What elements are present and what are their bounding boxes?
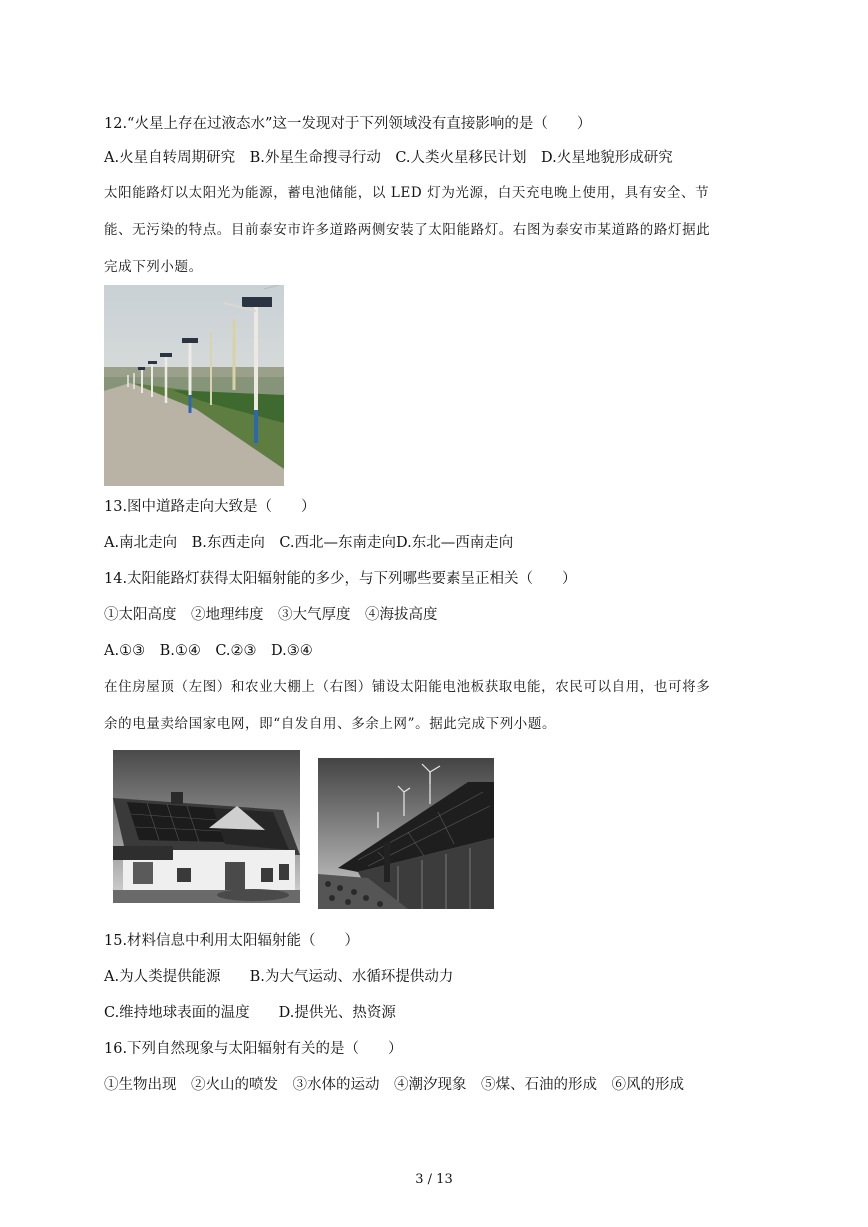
q12-options: A.火星自转周期研究 B.外星生命搜寻行动 C.人类火星移民计划 D.火星地貌形成研究 bbox=[104, 150, 673, 166]
material2-line1: 在住房屋顶（左图）和农业大棚上（右图）铺设太阳能电池板获取电能，农民可以自用，也可将多 bbox=[104, 679, 711, 695]
material1-line1: 太阳能路灯以太阳光为能源，蓄电池储能，以 LED 灯为光源，白天充电晚上使用，具有安全、节 bbox=[104, 185, 710, 201]
greenhouse-solar-photo bbox=[318, 758, 494, 909]
material1-line2: 能、无污染的特点。目前泰安市许多道路两侧安装了太阳能路灯。右图为泰安市某道路的路灯据此 bbox=[104, 222, 711, 238]
q14-stem: 14.太阳能路灯获得太阳辐射能的多少，与下列哪些要素呈正相关（ ） bbox=[104, 571, 577, 587]
q14-options: A.①③ B.①④ C.②③ D.③④ bbox=[104, 643, 313, 659]
q15-options-row2: C.维持地球表面的温度 D.提供光、热资源 bbox=[104, 1005, 396, 1021]
q13-stem: 13.图中道路走向大致是（ ） bbox=[104, 499, 316, 515]
house-solar-roof-photo bbox=[113, 750, 300, 903]
page-number: 3 / 13 bbox=[415, 1172, 453, 1187]
q13-options: A.南北走向 B.东西走向 C.西北—东南走向D.东北—西南走向 bbox=[104, 535, 514, 551]
q15-stem: 15.材料信息中利用太阳辐射能（ ） bbox=[104, 933, 360, 949]
q16-items: ①生物出现 ②火山的喷发 ③水体的运动 ④潮汐现象 ⑤煤、石油的形成 ⑥风的形成 bbox=[104, 1077, 684, 1093]
street-light-photo bbox=[104, 285, 284, 486]
material2-line2: 余的电量卖给国家电网，即“自发自用、多余上网”。据此完成下列小题。 bbox=[104, 716, 557, 732]
q12-stem: 12.“火星上存在过液态水”这一发现对于下列领域没有直接影响的是（ ） bbox=[104, 116, 592, 132]
material1-line3: 完成下列小题。 bbox=[104, 259, 203, 275]
q14-items: ①太阳高度 ②地理纬度 ③大气厚度 ④海拔高度 bbox=[104, 607, 438, 623]
q16-stem: 16.下列自然现象与太阳辐射有关的是（ ） bbox=[104, 1041, 403, 1057]
q15-options-row1: A.为人类提供能源 B.为大气运动、水循环提供动力 bbox=[104, 969, 454, 985]
